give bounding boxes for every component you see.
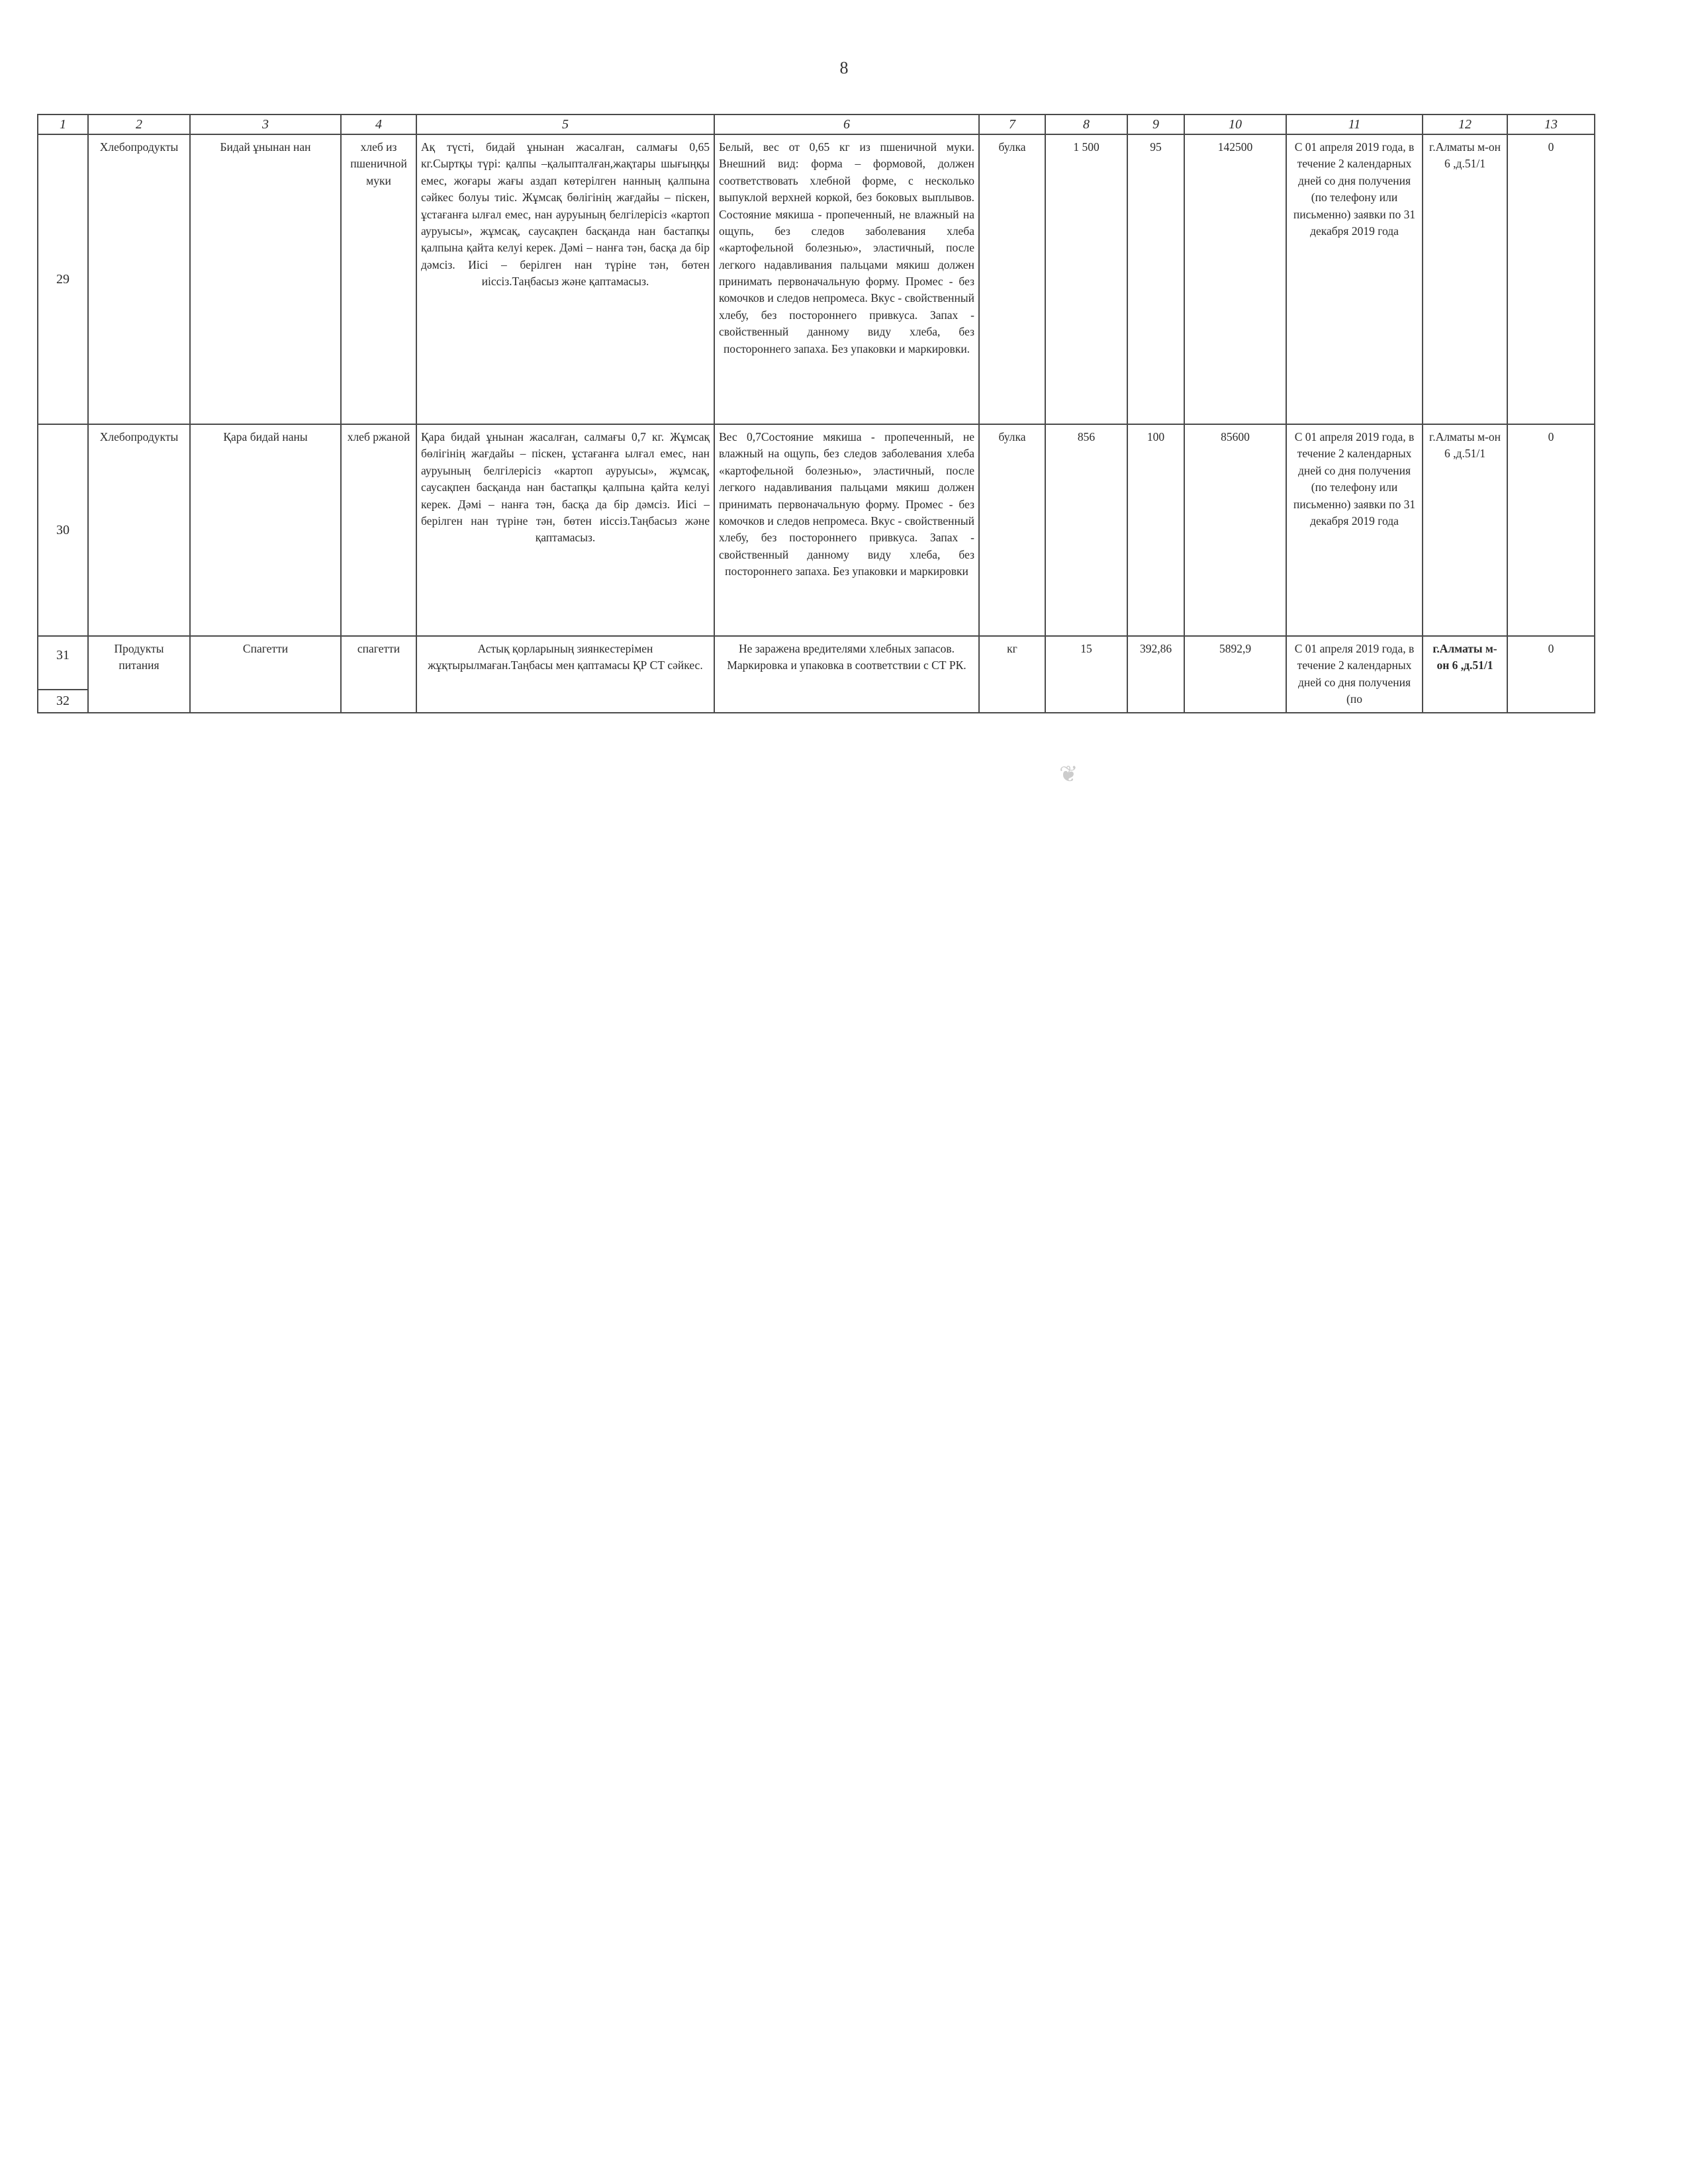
table-row (38, 134, 1595, 424)
price-cell: 95 (1127, 134, 1184, 424)
column-number: 4 (341, 114, 416, 134)
description-kz-cell: Астық қорларының зиянкестерімен жұқтырылмаған.Таңбасы мен қаптамасы ҚР СТ сәйкес. (416, 636, 714, 713)
column-number: 8 (1045, 114, 1127, 134)
row-number-next: 32 (38, 689, 87, 711)
column-number: 12 (1423, 114, 1507, 134)
sum-cell: 85600 (1184, 424, 1286, 636)
delivery-term-cell: С 01 апреля 2019 года, в течение 2 календарных дней со дня получения (по (1286, 636, 1423, 713)
column-number: 9 (1127, 114, 1184, 134)
unit-cell: булка (979, 424, 1045, 636)
delivery-term-cell: С 01 апреля 2019 года, в течение 2 календарных дней со дня получения (по телефону или письменно) заявки по 31 декабря 2019 года (1286, 134, 1423, 424)
advance-cell: 0 (1507, 636, 1595, 713)
delivery-place-cell: г.Алматы м-он 6 ,д.51/1 (1423, 134, 1507, 424)
column-number: 13 (1507, 114, 1595, 134)
description-ru-cell: Белый, вес от 0,65 кг из пшеничной муки. Внешний вид: форма – формовой, должен соответствовать хлебной форме, с несколько выпуклой верхней коркой, без боковых выплывов. Состояние мякиша - пропеченный, не влажный на ощупь, без следов заболевания хлеба «картофельной болезнью», эластичный, после легкого надавливания пальцами мякиш должен принимать первоначальную форму. Промес - без комочков и следов непромеса. Вкус - свойственный хлебу, без постороннего привкуса. Запах - свойственный данному виду хлеба, без постороннего запаха. Без упаковки и маркировки. (714, 134, 979, 424)
advance-cell: 0 (1507, 134, 1595, 424)
row-number: 31 (56, 648, 70, 662)
quantity-cell: 856 (1045, 424, 1127, 636)
advance-cell: 0 (1507, 424, 1595, 636)
name-kz-cell: Қара бидай наны (190, 424, 341, 636)
scan-smudge-mark: ❦ (1059, 762, 1078, 787)
name-kz-cell: Бидай ұнынан нан (190, 134, 341, 424)
name-ru-cell: хлеб ржаной (341, 424, 416, 636)
description-kz-cell: Ақ түсті, бидай ұнынан жасалған, салмағы 0,65 кг.Сыртқы түрі: қалпы –қалыпталған,жақтары шығыңқы емес, жоғары жағы аздап көтерілген нанның қалпына сәйкес болуы тиіс. Жұмсақ бөлігінің жағдайы – піскен, ұстағанға ылғал емес, нан ауруының белгілерісіз «картоп ауруысы», жұмсақ, саусақпен басқанда нан бастапқы қалпына қайта келуі керек. Дәмі – нанға тән, басқа да бір дәмсіз. Иісі – берілген нан түріне тән, бөтен иіссіз.Таңбасыз және қаптамасыз. (416, 134, 714, 424)
category-cell: Хлебопродукты (88, 424, 190, 636)
description-ru-cell: Вес 0,7Состояние мякиша - пропеченный, не влажный на ощупь, без следов заболевания хлеба «картофельной болезнью», эластичный, после легкого надавливания пальцами мякиш должен принимать первоначальную форму. Промес - без комочков и следов непромеса. Вкус - свойственный хлебу, без постороннего привкуса. Запах - свойственный данному виду хлеба, без постороннего запаха. Без упаковки и маркировки (714, 424, 979, 636)
column-number: 3 (190, 114, 341, 134)
description-kz-cell: Қара бидай ұнынан жасалған, салмағы 0,7 кг. Жұмсақ бөлігінің жағдайы – піскен, ұстағанға ылғал емес, нан ауруының белгілерісіз «картоп ауруысы», жұмсақ, саусақпен басқанда нан бастапқы қалпына қайта келуі керек. Дәмі – нанға тән, басқа да бір дәмсіз. Иісі – берілген нан түріне тән, бөтен иіссіз.Таңбасыз және қаптамасыз. (416, 424, 714, 636)
column-number: 7 (979, 114, 1045, 134)
column-number: 6 (714, 114, 979, 134)
column-number: 5 (416, 114, 714, 134)
column-number-row (38, 114, 1595, 134)
quantity-cell: 1 500 (1045, 134, 1127, 424)
column-number: 10 (1184, 114, 1286, 134)
name-kz-cell: Спагетти (190, 636, 341, 713)
table-row (38, 424, 1595, 636)
column-number: 1 (38, 114, 88, 134)
row-number-cell (38, 636, 88, 713)
row-number: 30 (38, 424, 88, 636)
delivery-place-cell: г.Алматы м-он 6 ,д.51/1 (1423, 424, 1507, 636)
delivery-place-cell: г.Алматы м-он 6 ,д.51/1 (1423, 636, 1507, 713)
table-row (38, 636, 1595, 713)
unit-cell: булка (979, 134, 1045, 424)
page-number: 8 (839, 58, 849, 77)
name-ru-cell: хлеб из пшеничной муки (341, 134, 416, 424)
quantity-cell: 15 (1045, 636, 1127, 713)
category-cell: Хлебопродукты (88, 134, 190, 424)
category-cell: Продукты питания (88, 636, 190, 713)
column-number: 11 (1286, 114, 1423, 134)
price-cell: 392,86 (1127, 636, 1184, 713)
sum-cell: 5892,9 (1184, 636, 1286, 713)
price-cell: 100 (1127, 424, 1184, 636)
sum-cell: 142500 (1184, 134, 1286, 424)
unit-cell: кг (979, 636, 1045, 713)
delivery-term-cell: С 01 апреля 2019 года, в течение 2 календарных дней со дня получения (по телефону или письменно) заявки по 31 декабря 2019 года (1286, 424, 1423, 636)
column-number: 2 (88, 114, 190, 134)
specification-table (37, 114, 1595, 713)
description-ru-cell: Не заражена вредителями хлебных запасов. Маркировка и упаковка в соответствии с СТ РК. (714, 636, 979, 713)
name-ru-cell: спагетти (341, 636, 416, 713)
row-number: 29 (38, 134, 88, 424)
